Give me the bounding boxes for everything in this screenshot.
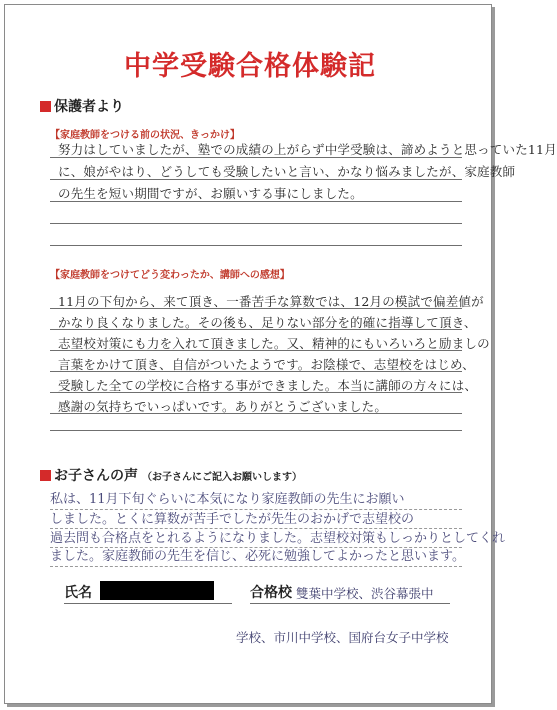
- handwritten-line: に、娘がやはり、どうしても受験したいと言い、かなり悩みましたが、家庭教師: [58, 164, 516, 179]
- handwritten-line: かなり良くなりました。その後も、足りない部分を的確に指導して頂き、: [58, 315, 477, 330]
- dashed-line: [50, 566, 462, 567]
- ruled-line: [50, 371, 462, 372]
- page-title: 中学受験合格体験記: [124, 51, 376, 82]
- handwritten-line: の先生を短い期間ですが、お願いする事にしました。: [58, 186, 363, 201]
- ruled-line: [50, 350, 462, 351]
- handwritten-line: 感謝の気持ちでいっぱいです。ありがとうございました。: [58, 399, 388, 414]
- passed-school-line2: 学校、市川中学校、国府台女子中学校: [236, 630, 449, 645]
- handwritten-line: 言葉をかけて頂き、自信がついたようです。お陰様で、志望校をはじめ、: [58, 357, 475, 372]
- handwritten-line: 過去問も合格点をとれるようになりました。志望校対策もしっかりとしてくれ: [50, 531, 506, 546]
- child-box: [50, 486, 506, 566]
- ruled-line: [50, 329, 462, 330]
- ruled-line: [50, 245, 462, 246]
- passed-school-label: 合格校: [250, 585, 292, 601]
- handwritten-line: 志望校対策にも力を入れて頂きました。又、精神的にもいろいろと励ましの: [58, 336, 490, 351]
- ruled-line: [50, 157, 462, 158]
- q2-label: 【家庭教師をつけてどう変わったか、講師への感想】: [50, 270, 290, 281]
- red-square-bullet: [40, 101, 51, 112]
- ruled-line: [50, 430, 462, 431]
- redacted-name: [100, 581, 214, 600]
- passed-school-underline: [250, 603, 450, 604]
- dashed-line: [50, 547, 462, 548]
- red-square-bullet: [40, 470, 51, 481]
- ruled-line: [50, 413, 462, 414]
- parent-q2-box: [50, 262, 490, 432]
- parent-q1-box: [50, 120, 557, 250]
- handwritten-line: しました。とくに算数が苦手でしたが先生のおかげで志望校の: [50, 512, 415, 527]
- handwritten-line: 受験した全ての学校に合格する事ができました。本当に講師の方々には、: [58, 378, 478, 393]
- ruled-line: [50, 308, 462, 309]
- handwritten-line: 11月の下旬から、来て頂き、一番苦手な算数では、12月の模試で偏差値が: [58, 294, 484, 309]
- handwritten-line: 努力はしていましたが、塾での成績の上がらず中学受験は、諦めようと思っていた11月: [58, 142, 557, 157]
- dashed-line: [50, 509, 462, 510]
- handwritten-line: 私は、11月下旬ぐらいに本気になり家庭教師の先生にお願い: [50, 492, 405, 507]
- q1-label: 【家庭教師をつける前の状況、きっかけ】: [50, 130, 240, 141]
- ruled-line: [50, 179, 462, 180]
- dashed-line: [50, 528, 462, 529]
- parent-section-heading: 保護者より: [40, 96, 124, 116]
- passed-school-line1: 雙葉中学校、渋谷幕張中: [296, 586, 434, 601]
- name-label: 氏名: [64, 585, 92, 601]
- handwritten-line: ました。家庭教師の先生を信じ、必死に勉強してよかったと思います。: [50, 549, 465, 564]
- ruled-line: [50, 223, 462, 224]
- name-underline: [64, 603, 232, 604]
- child-section-note: （お子さんにご記入お願いします）: [142, 472, 302, 483]
- child-section-heading: お子さんの声 （お子さんにご記入お願いします）: [40, 465, 302, 485]
- ruled-line: [50, 201, 462, 202]
- ruled-line: [50, 392, 462, 393]
